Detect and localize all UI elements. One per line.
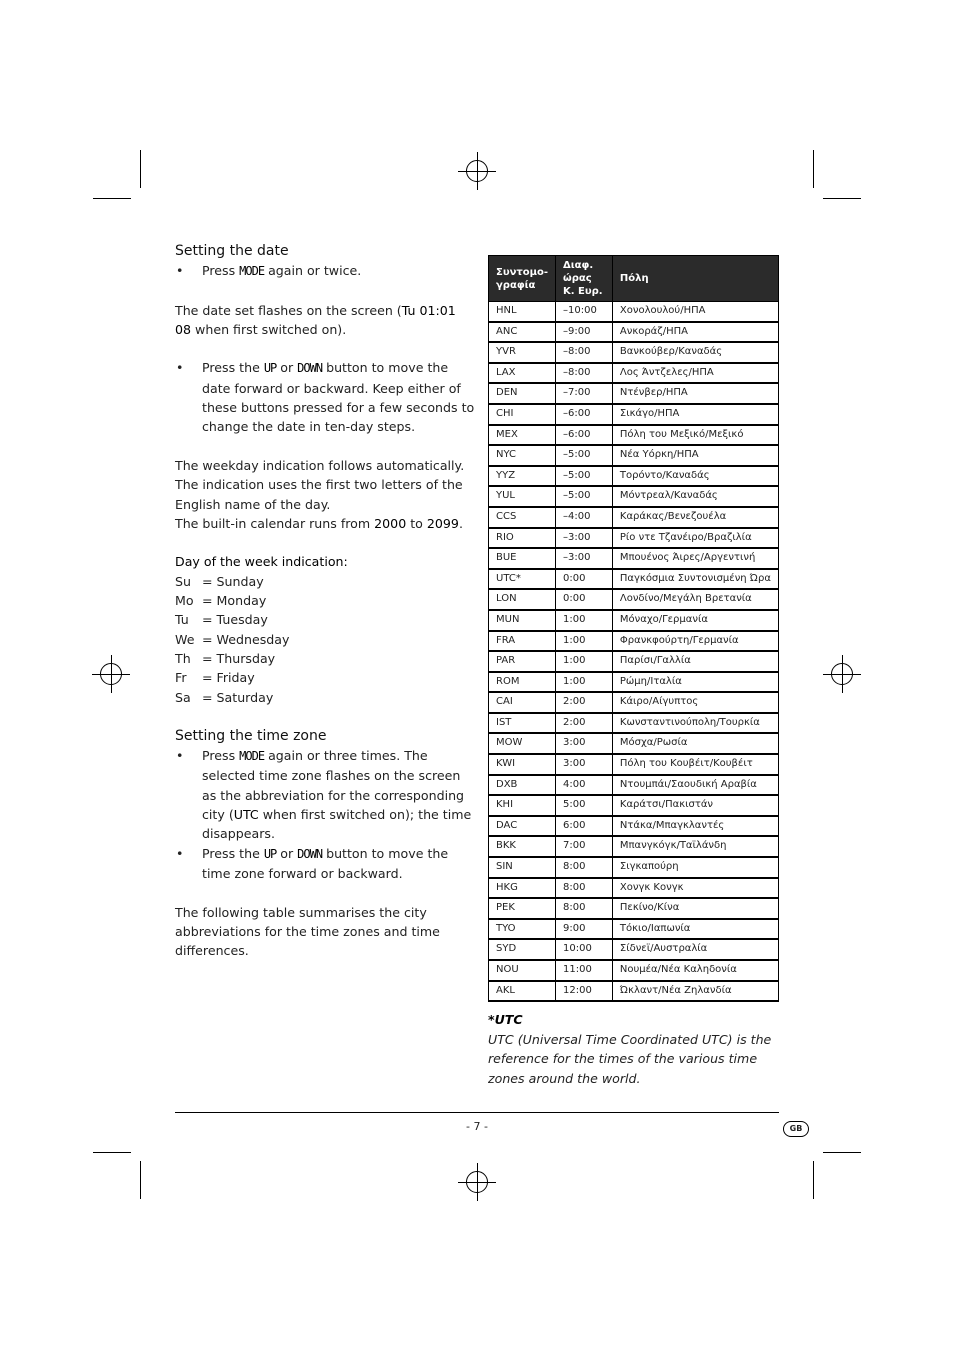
day-list: [175, 572, 475, 707]
table-row: [489, 342, 779, 363]
table-row: [489, 878, 779, 899]
cell-abbreviation: DEN: [489, 383, 556, 404]
cell-city: Μπανγκόγκ/Ταϊλάνδη: [612, 836, 778, 857]
cell-abbreviation: YYZ: [489, 466, 556, 487]
cell-city: Ντένβερ/ΗΠΑ: [612, 383, 778, 404]
crop-mark: [140, 1161, 141, 1199]
cell-time-difference: 5:00: [556, 795, 613, 816]
cell-abbreviation: HKG: [489, 878, 556, 899]
day-row: Tu = Tuesday: [175, 612, 268, 628]
table-row: [489, 548, 779, 569]
cell-city: Ανκοράζ/ΗΠΑ: [612, 322, 778, 343]
cell-abbreviation: NYC: [489, 445, 556, 466]
cell-abbreviation: KWI: [489, 754, 556, 775]
utc-note: [488, 1010, 778, 1088]
header-time-difference: Διαφ. ώρας Κ. Ευρ.: [556, 256, 613, 302]
cell-abbreviation: ANC: [489, 322, 556, 343]
table-row: [489, 589, 779, 610]
crop-mark: [823, 1152, 861, 1153]
table-header-row: [489, 256, 779, 302]
cell-time-difference: –8:00: [556, 363, 613, 384]
cell-time-difference: –9:00: [556, 322, 613, 343]
table-summary-paragraph: The following table summarises the city abbreviations for the time zones and time differences.: [175, 904, 440, 959]
cell-city: Λος Άντζελες/ΗΠΑ: [612, 363, 778, 384]
table-row: [489, 445, 779, 466]
cell-abbreviation: LAX: [489, 363, 556, 384]
cell-city: Σίδνεϊ/Αυστραλία: [612, 939, 778, 960]
day-row: Fr = Friday: [175, 670, 255, 686]
cell-city: Ντάκα/Μπαγκλαντές: [612, 816, 778, 837]
cell-abbreviation: PAR: [489, 651, 556, 672]
cell-time-difference: 4:00: [556, 775, 613, 796]
cell-time-difference: 11:00: [556, 960, 613, 981]
cell-abbreviation: DAC: [489, 816, 556, 837]
cell-abbreviation: ROM: [489, 672, 556, 693]
cell-abbreviation: BUE: [489, 548, 556, 569]
day-row: Sa = Saturday: [175, 689, 274, 705]
cell-abbreviation: HNL: [489, 302, 556, 322]
table-row: [489, 939, 779, 960]
cell-city: Νέα Υόρκη/ΗΠΑ: [612, 445, 778, 466]
table-row: [489, 775, 779, 796]
cell-city: Καράκας/Βενεζουέλα: [612, 507, 778, 528]
cell-time-difference: 3:00: [556, 733, 613, 754]
cell-city: Πόλη του Κουβέιτ/Κουβέιτ: [612, 754, 778, 775]
cell-city: Ώκλαντ/Νέα Ζηλανδία: [612, 981, 778, 1002]
cell-city: Χονολουλού/ΗΠΑ: [612, 302, 778, 322]
cell-city: Λονδίνο/Μεγάλη Βρετανία: [612, 589, 778, 610]
table-row: [489, 404, 779, 425]
left-column: [175, 241, 475, 960]
crop-mark: [93, 1152, 131, 1153]
table-row: [489, 898, 779, 919]
cell-city: Βανκούβερ/Καναδάς: [612, 342, 778, 363]
table-row: [489, 302, 779, 322]
day-row: Su = Sunday: [175, 573, 264, 589]
cell-abbreviation: AKL: [489, 981, 556, 1002]
table-row: [489, 569, 779, 590]
utc-note-text: UTC (Universal Time Coordinated UTC) is the reference for the times of the various time zones around the world.: [488, 1031, 772, 1086]
cell-time-difference: –5:00: [556, 486, 613, 507]
cell-abbreviation: MOW: [489, 733, 556, 754]
footer-rule: [175, 1112, 779, 1113]
cell-city: Πεκίνο/Κίνα: [612, 898, 778, 919]
cell-time-difference: 7:00: [556, 836, 613, 857]
cell-abbreviation: RIO: [489, 528, 556, 549]
cell-city: Κωνσταντινούπολη/Τουρκία: [612, 713, 778, 734]
calendar-range-paragraph: The built-in calendar runs from 2000 to 2099.: [175, 515, 463, 531]
cell-time-difference: –4:00: [556, 507, 613, 528]
cell-abbreviation: TYO: [489, 919, 556, 940]
table-row: [489, 960, 779, 981]
table-row: [489, 425, 779, 446]
cell-time-difference: 2:00: [556, 692, 613, 713]
cell-time-difference: 8:00: [556, 857, 613, 878]
cell-city: Καράτσι/Πακιστάν: [612, 795, 778, 816]
country-badge: GB: [783, 1121, 809, 1137]
cell-abbreviation: UTC*: [489, 569, 556, 590]
cell-abbreviation: YUL: [489, 486, 556, 507]
cell-time-difference: –6:00: [556, 404, 613, 425]
bullet-press-mode: • Press MODE again or twice.: [176, 263, 362, 278]
down-key-label: DOWN: [297, 846, 323, 861]
cell-city: Κάιρο/Αίγυπτος: [612, 692, 778, 713]
cell-time-difference: –5:00: [556, 445, 613, 466]
cell-city: Φρανκφούρτη/Γερμανία: [612, 631, 778, 652]
up-key-label: UP: [263, 361, 277, 376]
cell-time-difference: –5:00: [556, 466, 613, 487]
table-row: [489, 631, 779, 652]
crop-mark: [93, 198, 131, 199]
cell-time-difference: 1:00: [556, 651, 613, 672]
cell-abbreviation: SYD: [489, 939, 556, 960]
cell-time-difference: 8:00: [556, 878, 613, 899]
table-row: [489, 733, 779, 754]
cell-city: Τόκιο/Ιαπωνία: [612, 919, 778, 940]
cell-city: Ντουμπάι/Σαουδική Αραβία: [612, 775, 778, 796]
cell-city: Μόναχο/Γερμανία: [612, 610, 778, 631]
cell-abbreviation: CAI: [489, 692, 556, 713]
cell-abbreviation: MUN: [489, 610, 556, 631]
table-row: [489, 610, 779, 631]
registration-mark-bottom: [458, 1163, 496, 1201]
registration-mark-top: [458, 152, 496, 190]
table-row: [489, 981, 779, 1002]
table-row: [489, 363, 779, 384]
table-row: [489, 322, 779, 343]
bullet-up-down-tz: • Press the UP or DOWN button to move the time zone forward or backward.: [176, 845, 449, 881]
table-body: [489, 302, 779, 1002]
cell-city: Μόντρεαλ/Καναδάς: [612, 486, 778, 507]
cell-time-difference: 8:00: [556, 898, 613, 919]
cell-city: Πόλη του Μεξικό/Μεξικό: [612, 425, 778, 446]
cell-abbreviation: LON: [489, 589, 556, 610]
table-row: [489, 672, 779, 693]
cell-abbreviation: BKK: [489, 836, 556, 857]
cell-time-difference: 1:00: [556, 610, 613, 631]
table-row: [489, 919, 779, 940]
table-row: [489, 466, 779, 487]
cell-city: Χονγκ Κονγκ: [612, 878, 778, 899]
cell-time-difference: 1:00: [556, 672, 613, 693]
setting-date-heading: Setting the date: [175, 243, 289, 259]
table-row: [489, 486, 779, 507]
bullet-up-down-date: • Press the UP or DOWN button to move the date forward or backward. Keep either of these buttons pressed for a few seconds to change the date in ten-day steps.: [176, 360, 475, 435]
crop-mark: [813, 1161, 814, 1199]
cell-city: Σικάγο/ΗΠΑ: [612, 404, 778, 425]
cell-abbreviation: KHI: [489, 795, 556, 816]
cell-city: Παγκόσμια Συντονισμένη Ώρα: [612, 569, 778, 590]
day-indication-heading: Day of the week indication:: [175, 554, 348, 570]
time-zone-table: [488, 255, 779, 1002]
table-row: [489, 754, 779, 775]
table-row: [489, 507, 779, 528]
cell-city: Τορόντο/Καναδάς: [612, 466, 778, 487]
down-key-label: DOWN: [297, 361, 323, 376]
cell-abbreviation: MEX: [489, 425, 556, 446]
cell-abbreviation: CCS: [489, 507, 556, 528]
table-row: [489, 713, 779, 734]
bullet-press-mode-tz: • Press MODE again or three times. The selected time zone flashes on the screen as the abbreviation for the corresponding city (UTC when first switched on); the time disappears.: [176, 748, 472, 842]
table-row: [489, 651, 779, 672]
cell-time-difference: 1:00: [556, 631, 613, 652]
cell-time-difference: 0:00: [556, 569, 613, 590]
crop-mark: [823, 198, 861, 199]
cell-city: Ρώμη/Ιταλία: [612, 672, 778, 693]
table-row: [489, 836, 779, 857]
day-row: Th = Thursday: [175, 650, 276, 666]
crop-mark: [140, 150, 141, 188]
up-key-label: UP: [263, 846, 277, 861]
table-row: [489, 528, 779, 549]
cell-abbreviation: IST: [489, 713, 556, 734]
cell-time-difference: –6:00: [556, 425, 613, 446]
mode-key-label: MODE: [239, 749, 265, 764]
cell-time-difference: –7:00: [556, 383, 613, 404]
registration-mark-left: [92, 655, 130, 693]
table-row: [489, 816, 779, 837]
initial-date-display: Tu 01:01 08: [175, 302, 456, 337]
registration-mark-right: [823, 655, 861, 693]
mode-key-label: MODE: [239, 264, 265, 278]
date-flash-paragraph: The date set flashes on the screen (Tu 01:01 08 when first switched on).: [175, 302, 456, 337]
utc-note-title: *UTC: [488, 1012, 523, 1027]
weekday-paragraph: The weekday indication follows automatically. The indication uses the first two letters of the English name of the day.: [175, 457, 465, 512]
day-row: Mo = Monday: [175, 593, 267, 609]
cell-time-difference: 0:00: [556, 589, 613, 610]
cell-time-difference: 3:00: [556, 754, 613, 775]
cell-time-difference: –3:00: [556, 528, 613, 549]
table-row: [489, 857, 779, 878]
header-city: Πόλη: [612, 256, 778, 302]
cell-time-difference: 2:00: [556, 713, 613, 734]
header-abbreviation: Συντομο- γραφία: [489, 256, 556, 302]
cell-time-difference: 12:00: [556, 981, 613, 1002]
table-row: [489, 692, 779, 713]
crop-mark: [813, 150, 814, 188]
cell-city: Ρίο ντε Τζανέιρο/Βραζιλία: [612, 528, 778, 549]
cell-abbreviation: FRA: [489, 631, 556, 652]
cell-abbreviation: CHI: [489, 404, 556, 425]
cell-abbreviation: DXB: [489, 775, 556, 796]
cell-abbreviation: PEK: [489, 898, 556, 919]
cell-abbreviation: YVR: [489, 342, 556, 363]
page-number: - 7 -: [466, 1120, 488, 1133]
day-row: We = Wednesday: [175, 631, 290, 647]
cell-time-difference: –8:00: [556, 342, 613, 363]
cell-abbreviation: NOU: [489, 960, 556, 981]
setting-time-zone-heading: Setting the time zone: [175, 728, 327, 745]
cell-time-difference: 6:00: [556, 816, 613, 837]
cell-time-difference: 10:00: [556, 939, 613, 960]
table-row: [489, 383, 779, 404]
cell-city: Παρίσι/Γαλλία: [612, 651, 778, 672]
cell-time-difference: –10:00: [556, 302, 613, 322]
cell-city: Σιγκαπούρη: [612, 857, 778, 878]
cell-city: Μπουένος Άιρες/Αργεντινή: [612, 548, 778, 569]
cell-city: Μόσχα/Ρωσία: [612, 733, 778, 754]
cell-time-difference: –3:00: [556, 548, 613, 569]
cell-time-difference: 9:00: [556, 919, 613, 940]
table-row: [489, 795, 779, 816]
cell-city: Νουμέα/Νέα Καληδονία: [612, 960, 778, 981]
cell-abbreviation: SIN: [489, 857, 556, 878]
